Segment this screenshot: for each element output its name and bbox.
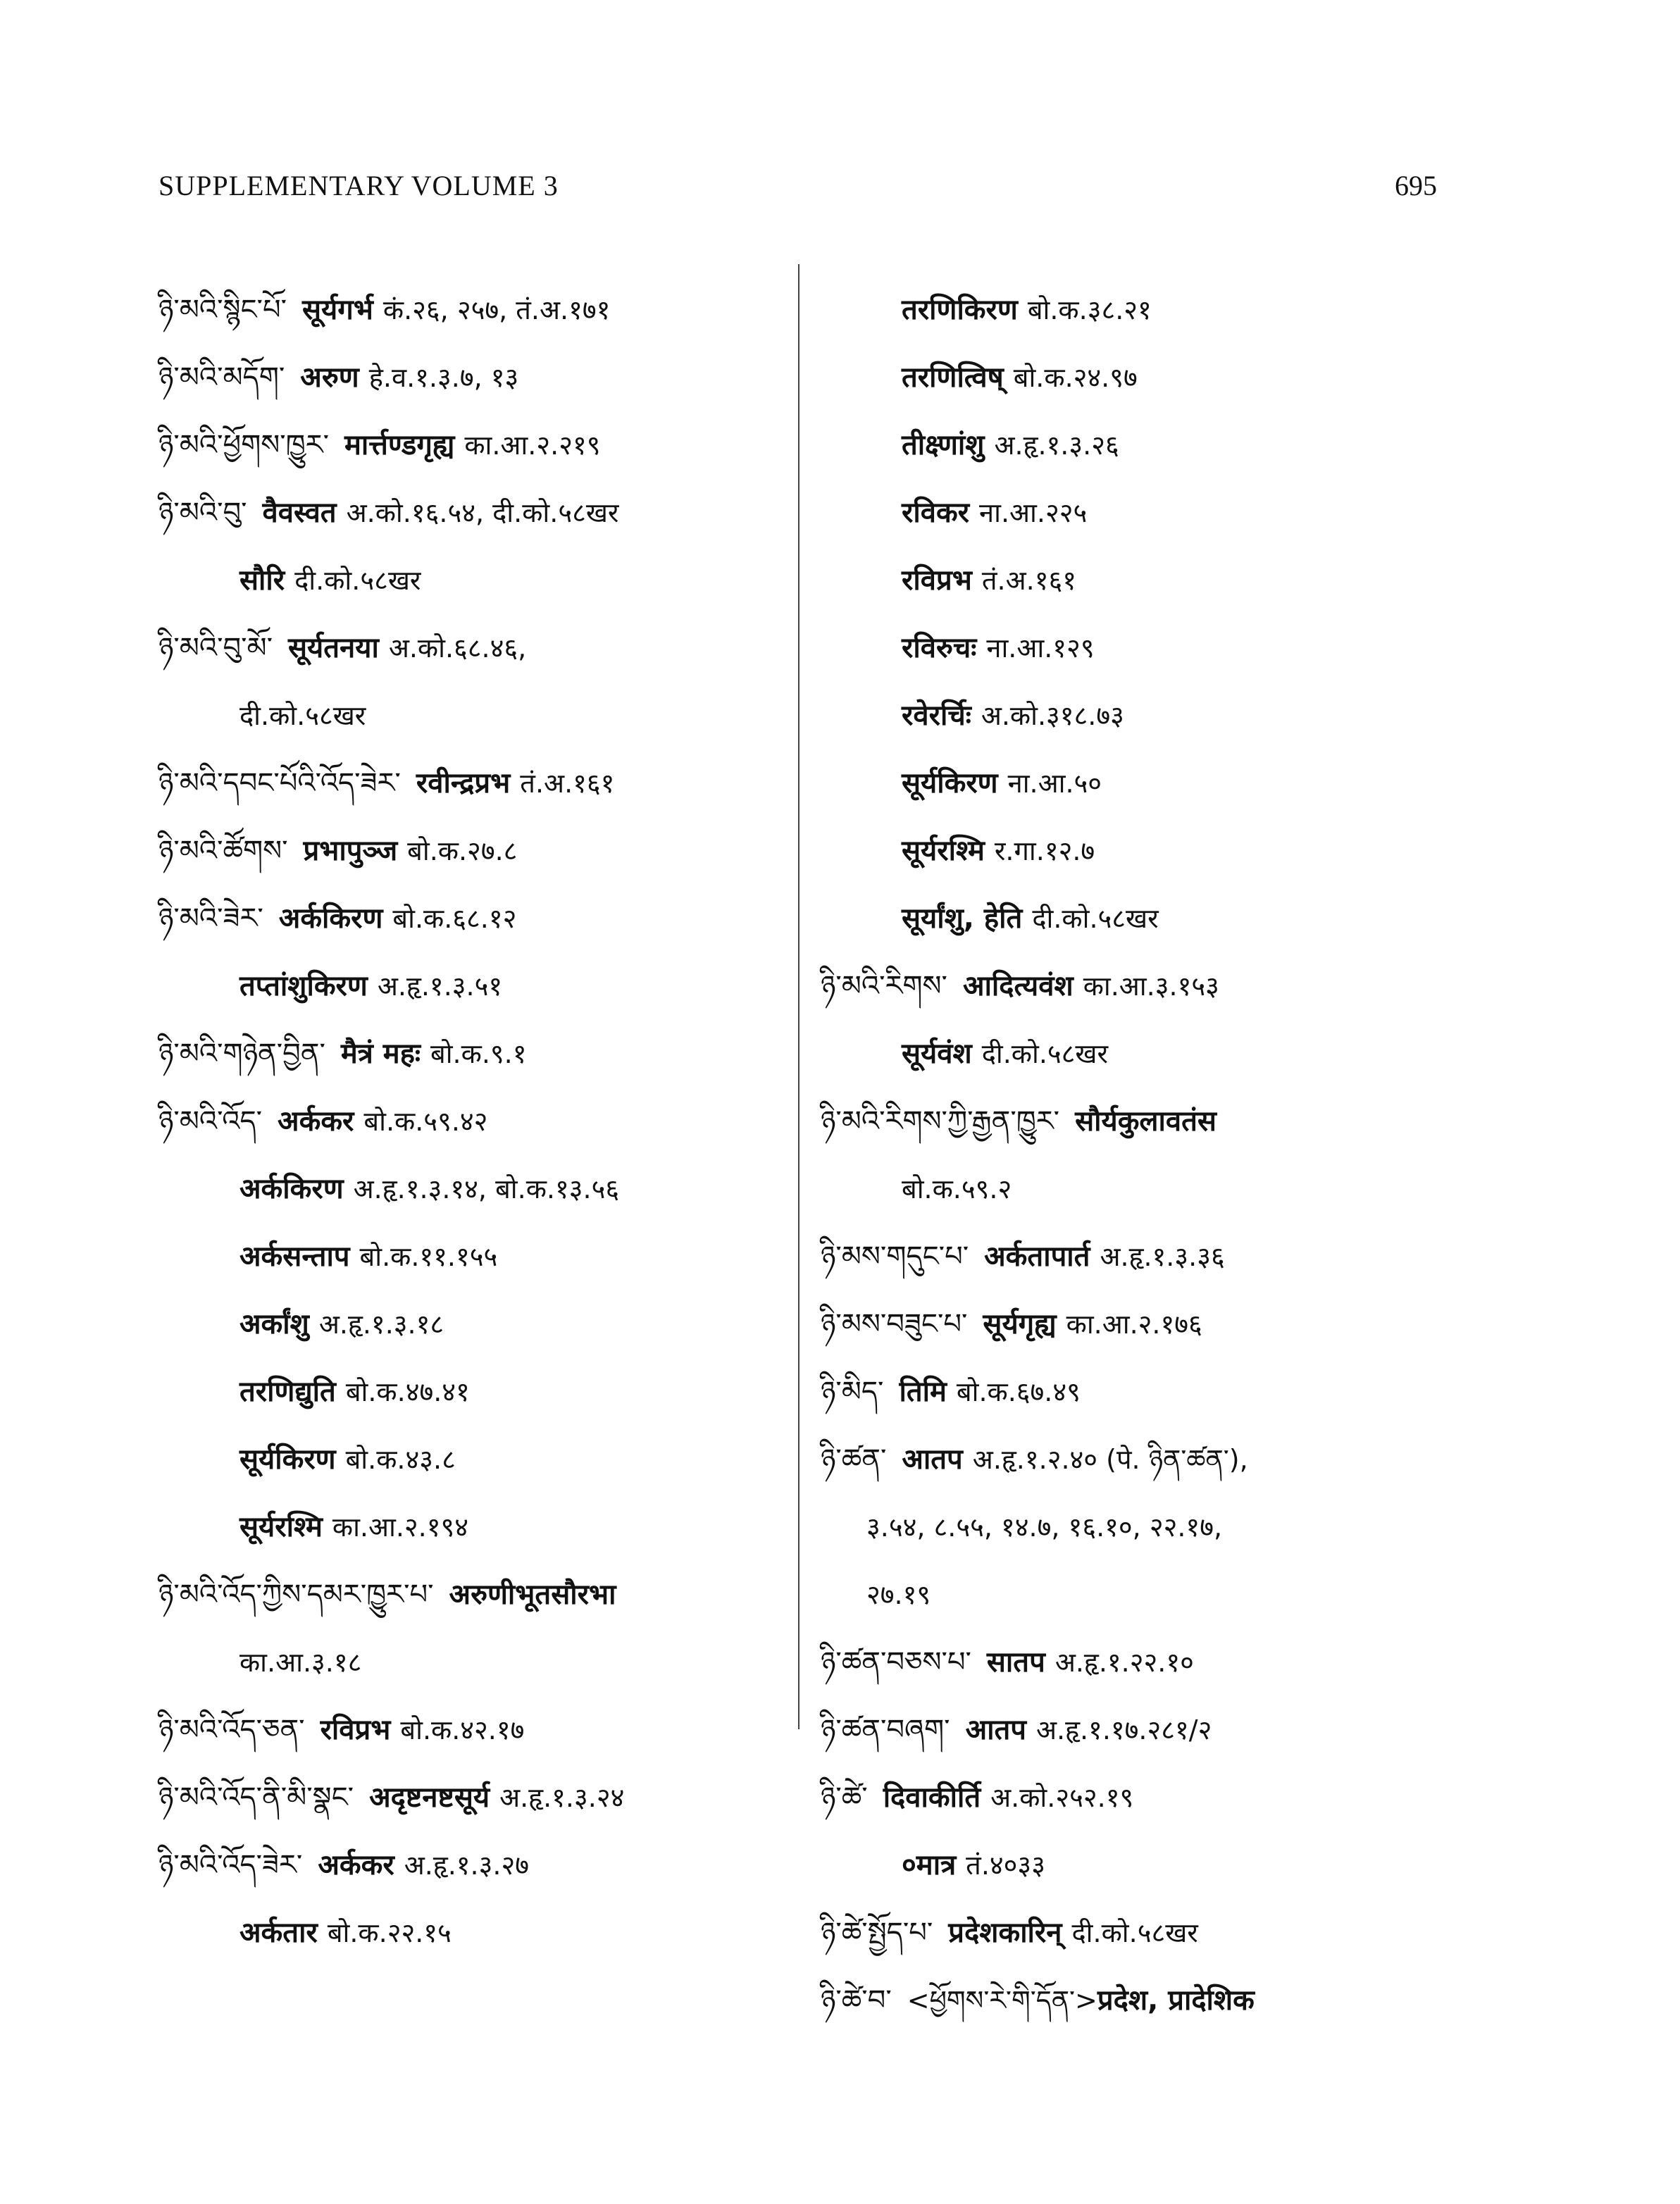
source-reference: अ.हृ.१.३.२६ <box>994 430 1119 461</box>
dictionary-entry <box>821 1088 1455 1155</box>
sanskrit-equivalent: रविप्रभ <box>902 564 972 597</box>
source-reference: बो.क.२२.१५ <box>327 1917 452 1948</box>
source-reference: तं.अ.१६१ <box>520 768 615 799</box>
source-reference: ना.आ.२२५ <box>979 497 1088 528</box>
entry-continuation <box>821 1155 1455 1223</box>
dictionary-entry <box>821 1223 1455 1290</box>
dictionary-entry <box>158 1831 792 1899</box>
sanskrit-equivalent: तप्तांशुकिरण <box>239 970 368 1002</box>
sanskrit-equivalent: मार्त्तण्डगृह्य <box>344 429 455 461</box>
entry-continuation <box>158 1899 792 1967</box>
page-header <box>158 169 1437 211</box>
tibetan-headword: ཉི་མའི་འོད་ཟེར་ <box>158 1849 303 1881</box>
entry-continuation <box>158 682 792 749</box>
tibetan-headword: ཉི་མའི་འོད་ནི་མི་སྣང་ <box>158 1781 354 1814</box>
source-reference: बो.क.९.१ <box>430 1038 527 1069</box>
tibetan-headword: ཉི་མའི་ཚོགས་ <box>158 835 288 867</box>
entry-continuation <box>158 1223 792 1290</box>
tibetan-headword: ཉི་མའི་རིགས་ཀྱི་རྒྱན་ཁྱུར་ <box>821 1105 1060 1138</box>
tibetan-headword: ཉི་མས་བཟུང་པ་ <box>821 1308 968 1340</box>
sanskrit-equivalent: अदृष्टनष्टसूर्य <box>369 1781 490 1814</box>
source-reference: अ.को.१६.५४, दी.को.५८खर <box>346 497 619 528</box>
source-reference: तं.अ.१६१ <box>981 565 1076 596</box>
tibetan-headword: ཉི་མའི་ཕྱོགས་ཁྱུར་ <box>158 429 329 461</box>
sanskrit-equivalent: आतप <box>965 1714 1026 1746</box>
source-reference: अ.हृ.१.१७.२८१/२ <box>1035 1714 1212 1745</box>
tibetan-headword: ཉི་མའི་དབང་པོའི་འོད་ཟེར་ <box>158 767 401 799</box>
sanskrit-equivalent: सूर्यांशु, हेति <box>902 902 1023 935</box>
tibetan-headword: ཉི་མའི་སྙིང་པོ་ <box>158 294 287 326</box>
tibetan-headword: ཉི་ཚན་བཅས་པ་ <box>821 1646 971 1679</box>
dictionary-entry <box>158 749 792 817</box>
entry-continuation <box>158 1358 792 1426</box>
sanskrit-equivalent: सूर्यगर्भ <box>302 294 373 326</box>
dictionary-entry <box>821 952 1455 1020</box>
entry-continuation <box>821 344 1455 411</box>
entry-continuation <box>821 614 1455 682</box>
source-reference: दी.को.५८खर <box>239 700 366 731</box>
source-reference: बो.क.४२.१७ <box>400 1714 525 1745</box>
source-reference: अ.हृ.१.२.४० (पे. ཉིན་ཚན་), <box>972 1444 1248 1475</box>
entry-continuation <box>158 952 792 1020</box>
source-reference: का.आ.२.१७६ <box>1066 1309 1202 1340</box>
entry-continuation <box>158 1155 792 1223</box>
dictionary-entry <box>158 276 792 344</box>
sanskrit-equivalent: तीक्ष्णांशु <box>902 429 985 461</box>
tibetan-headword: ཉི་ཚེ་སྤྱོད་པ་ <box>821 1917 933 1949</box>
entry-continuation <box>821 411 1455 479</box>
entry-continuation <box>821 682 1455 749</box>
entry-continuation <box>821 1561 1455 1629</box>
source-reference: बो.क.६७.४९ <box>956 1376 1081 1407</box>
source-reference: २७.१९ <box>866 1579 931 1610</box>
tibetan-headword: ཉི་མའི་འོད་ཅན་ <box>158 1714 305 1746</box>
source-reference: अ.हृ.१.३.१४, बो.क.१३.५६ <box>353 1173 620 1204</box>
tibetan-headword: ཉི་ཚན་བཞག་ <box>821 1714 950 1746</box>
dictionary-entry <box>821 1764 1455 1831</box>
entry-continuation <box>158 1629 792 1696</box>
sanskrit-equivalent: रविरुचः <box>902 632 977 664</box>
sanskrit-equivalent: मैत्रं महः <box>340 1038 421 1070</box>
sanskrit-equivalent: तरणित्विष् <box>902 361 1004 394</box>
sanskrit-equivalent: सूर्यकिरण <box>902 767 998 799</box>
source-reference: ना.आ.५० <box>1007 768 1102 799</box>
source-reference: बो.क.२४.९७ <box>1013 362 1138 393</box>
source-reference: दी.को.५८खर <box>294 565 421 596</box>
sanskrit-equivalent: तरणिकिरण <box>902 294 1018 326</box>
sanskrit-equivalent: अर्कसन्ताप <box>239 1240 350 1273</box>
sanskrit-equivalent: सूर्यगृह्य <box>983 1308 1057 1340</box>
sanskrit-equivalent: रवीन्द्रप्रभ <box>416 767 511 799</box>
sanskrit-equivalent: अर्कांशु <box>239 1308 309 1340</box>
source-reference: दी.को.५८खर <box>1032 903 1159 934</box>
dictionary-entry <box>158 885 792 952</box>
sanskrit-equivalent: अरुण <box>300 361 359 394</box>
dictionary-entry <box>158 1088 792 1155</box>
source-reference: अ.हृ.१.३.३६ <box>1100 1241 1225 1272</box>
entry-continuation <box>158 547 792 614</box>
source-reference: अ.हृ.१.२२.१० <box>1054 1647 1194 1678</box>
entry-continuation <box>821 885 1455 952</box>
tibetan-headword: ཉི་ཚན་ <box>821 1443 887 1476</box>
tibetan-headword: ཉི་མའི་བུ་ <box>158 497 247 529</box>
dictionary-entry <box>158 1764 792 1831</box>
sanskrit-equivalent: रविकर <box>902 497 970 529</box>
entry-continuation <box>158 1426 792 1493</box>
sanskrit-equivalent: वैवस्वत <box>262 497 337 529</box>
tibetan-headword: ཉི་ཚེ་བ་ <box>821 1984 892 2017</box>
page-number: 695 <box>1395 170 1437 201</box>
source-reference: अ.हृ.१.३.२७ <box>404 1850 529 1881</box>
dictionary-entry <box>821 1358 1455 1426</box>
entry-continuation <box>821 1493 1455 1561</box>
source-reference: अ.हृ.१.३.१८ <box>318 1309 444 1340</box>
dictionary-entry <box>158 1020 792 1088</box>
sanskrit-equivalent: सूर्यतनया <box>288 632 379 664</box>
source-reference: बो.क.४३.८ <box>345 1444 456 1475</box>
sanskrit-equivalent: अर्ककर <box>318 1849 394 1881</box>
tibetan-headword: ཉི་མའི་མདོག་ <box>158 361 285 394</box>
left-column <box>158 276 792 1967</box>
sanskrit-equivalent: रवेरर्चिः <box>902 699 971 732</box>
tibetan-headword: ཉི་མའི་འོད་ <box>158 1105 263 1138</box>
sanskrit-equivalent: सातप <box>986 1646 1045 1679</box>
sanskrit-equivalent: रविप्रभ <box>320 1714 391 1746</box>
sanskrit-equivalent: सूर्यवंश <box>902 1038 972 1070</box>
dictionary-entry <box>158 344 792 411</box>
source-reference: का.आ.३.१५३ <box>1083 971 1219 1002</box>
sanskrit-equivalent: आदित्यवंश <box>962 970 1074 1002</box>
dictionary-entry <box>821 1899 1455 1967</box>
sanskrit-equivalent: तरणिद्युति <box>239 1376 336 1408</box>
source-reference: बो.क.२७.८ <box>407 835 518 866</box>
sanskrit-equivalent: प्रदेश, प्रादेशिक <box>1097 1984 1255 2017</box>
source-reference: ना.आ.१२९ <box>986 633 1095 664</box>
sanskrit-equivalent: तिमि <box>899 1376 947 1408</box>
entry-continuation <box>821 1020 1455 1088</box>
sanskrit-equivalent: सौर्यकुलावतंस <box>1075 1105 1217 1138</box>
dictionary-entry <box>821 1290 1455 1358</box>
tibetan-headword: ཉི་ཚེ་ <box>821 1781 868 1814</box>
source-reference: अ.को.६८.४६, <box>388 633 527 664</box>
entry-continuation <box>821 276 1455 344</box>
source-reference: बो.क.५९.४२ <box>363 1106 488 1137</box>
tibetan-headword: ཉི་མའི་གཉེན་བྱིན་ <box>158 1038 325 1070</box>
sanskrit-equivalent: अर्कतार <box>239 1917 318 1949</box>
source-reference: अ.को.२५२.१९ <box>990 1782 1134 1813</box>
dictionary-entry <box>158 614 792 682</box>
dictionary-entry <box>821 1967 1455 2034</box>
source-reference: र.गा.१२.७ <box>994 835 1095 866</box>
sanskrit-equivalent: प्रभापुञ्ज <box>303 835 398 867</box>
source-reference: बो.क.११.१५५ <box>359 1241 498 1272</box>
source-reference: बो.क.४७.४१ <box>345 1376 470 1407</box>
source-reference: का.आ.३.१८ <box>239 1647 362 1678</box>
sanskrit-equivalent: दिवाकीर्ति <box>883 1781 981 1814</box>
dictionary-entry <box>821 1426 1455 1493</box>
entry-continuation <box>821 479 1455 547</box>
tibetan-headword: ཉི་མའི་འོད་ཀྱིས་དམར་ཁྱུར་པ་ <box>158 1579 434 1611</box>
source-reference: बो.क.५९.२ <box>902 1173 1012 1204</box>
dictionary-entry <box>821 1696 1455 1764</box>
dictionary-entry <box>158 411 792 479</box>
source-reference: हे.व.१.३.७, १३ <box>368 362 519 393</box>
tibetan-headword: ཉི་མས་གདུང་པ་ <box>821 1240 969 1273</box>
dictionary-entry <box>158 817 792 885</box>
entry-continuation <box>821 817 1455 885</box>
sanskrit-equivalent: सूर्यरश्मि <box>239 1511 323 1543</box>
sanskrit-equivalent: अर्ककर <box>278 1105 354 1138</box>
sanskrit-equivalent: अरुणीभूतसौरभा <box>449 1579 616 1611</box>
sanskrit-equivalent: ०मात्र <box>902 1849 957 1881</box>
dictionary-entry <box>821 1629 1455 1696</box>
source-reference: दी.को.५८खर <box>981 1038 1109 1069</box>
sanskrit-equivalent: सूर्यकिरण <box>239 1443 336 1476</box>
dictionary-entry <box>158 479 792 547</box>
source-reference: दी.को.५८खर <box>1071 1917 1198 1948</box>
sanskrit-equivalent: सूर्यरश्मि <box>902 835 985 867</box>
tibetan-headword: ཉི་མིད་ <box>821 1376 884 1408</box>
source-reference: बो.क.३८.२१ <box>1027 294 1152 325</box>
entry-continuation <box>158 1290 792 1358</box>
source-reference: अ.हृ.१.३.२४ <box>499 1782 625 1813</box>
tibetan-headword: ཉི་མའི་ཟེར་ <box>158 902 263 935</box>
dictionary-entry <box>158 1696 792 1764</box>
source-reference: अ.को.३१८.७३ <box>981 700 1124 731</box>
entry-continuation <box>158 1493 792 1561</box>
source-reference: बो.क.६८.१२ <box>392 903 517 934</box>
source-reference: का.आ.२.२१९ <box>464 430 601 461</box>
dictionary-entry <box>158 1561 792 1629</box>
source-reference: कं.२६, २५७, तं.अ.१७१ <box>382 294 611 325</box>
column-divider <box>798 264 799 1729</box>
entry-continuation <box>821 547 1455 614</box>
sanskrit-equivalent: सौरि <box>239 564 285 597</box>
sanskrit-equivalent: आतप <box>902 1443 963 1476</box>
running-head: SUPPLEMENTARY VOLUME 3 <box>158 170 559 201</box>
source-reference: का.आ.२.१९४ <box>332 1512 469 1543</box>
sanskrit-equivalent: अर्कतापार्त <box>984 1240 1090 1273</box>
sanskrit-equivalent: अर्ककिरण <box>239 1173 344 1205</box>
tibetan-headword: ཉི་མའི་རིགས་ <box>821 970 947 1002</box>
source-reference: ३.५४, ८.५५, १४.७, १६.१०, २२.१७, <box>866 1512 1223 1543</box>
tibetan-headword: ཉི་མའི་བུ་མོ་ <box>158 632 273 664</box>
source-reference: अ.हृ.१.३.५१ <box>377 971 503 1002</box>
right-column <box>821 276 1455 2034</box>
sanskrit-equivalent: प्रदेशकारिन् <box>948 1917 1062 1949</box>
sanskrit-equivalent: अर्ककिरण <box>278 902 383 935</box>
source-reference: तं.४०३३ <box>966 1850 1045 1881</box>
source-reference: <ཕྱོགས་རེ་གི་དོན་> <box>907 1985 1097 2016</box>
entry-continuation <box>821 749 1455 817</box>
entry-continuation <box>821 1831 1455 1899</box>
